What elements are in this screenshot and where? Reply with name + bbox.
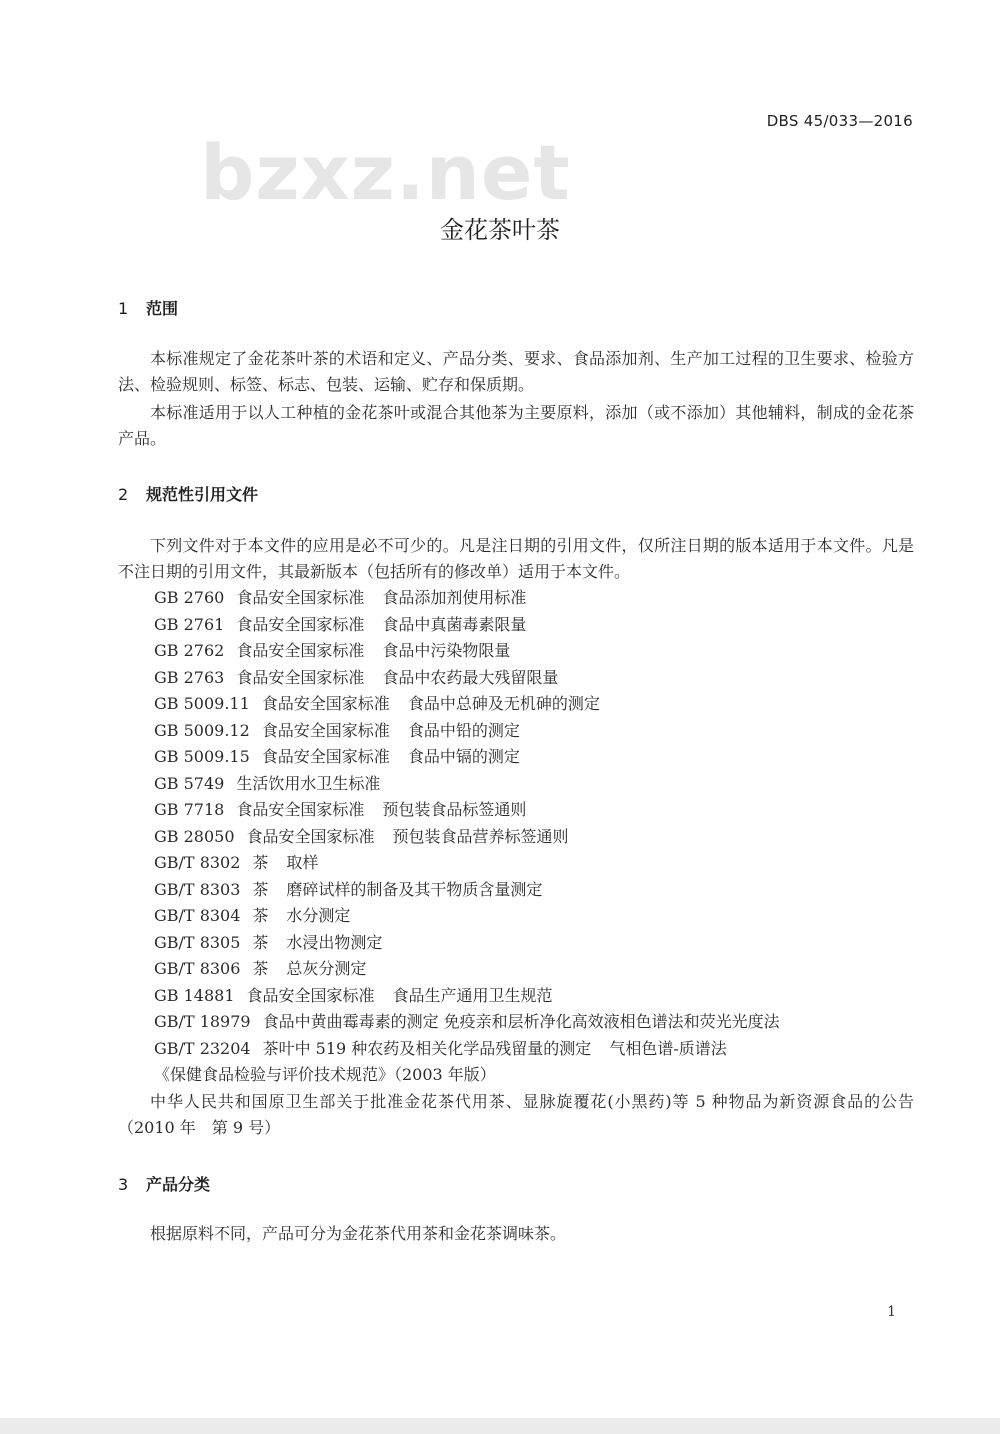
reference-item xyxy=(154,771,798,798)
reference-subtitle: 预包装食品标签通则 xyxy=(382,800,527,819)
reference-subtitle: 食品中真菌毒素限量 xyxy=(382,614,527,634)
reference-code: GB 2762 xyxy=(154,641,225,660)
reference-subtitle: 食品中污染物限量 xyxy=(382,641,511,660)
standard-code: DBS 45/033—2016 xyxy=(766,112,913,130)
reference-code: GB/T 8302 xyxy=(154,853,241,872)
reference-title: 食品安全国家标准 xyxy=(236,800,365,819)
page-title: 金花茶叶茶 xyxy=(440,216,560,244)
reference-subtitle: 预包装食品营养标签通则 xyxy=(392,826,569,846)
reference-code: GB 14881 xyxy=(154,985,235,1005)
reference-item xyxy=(154,638,798,665)
reference-title: 食品安全国家标准 xyxy=(261,747,390,766)
reference-subtitle: 食品生产通用卫生规范 xyxy=(392,985,553,1005)
reference-extra: 《保健食品检验与评价技术规范》（2003 年版） xyxy=(154,1065,496,1084)
reference-title: 食品安全国家标准 xyxy=(236,588,365,607)
reference-subtitle: 食品中总砷及无机砷的测定 xyxy=(407,694,600,713)
reference-item xyxy=(154,612,798,639)
reference-subtitle: 食品中铅的测定 xyxy=(407,720,520,740)
reference-item xyxy=(154,903,798,930)
reference-title: 食品安全国家标准 xyxy=(236,641,365,660)
reference-code: GB/T 8305 xyxy=(154,932,241,952)
reference-item xyxy=(154,824,798,851)
reference-code: GB/T 8304 xyxy=(154,906,241,925)
reference-item xyxy=(154,1036,798,1063)
section-2-title: 规范性引用文件 xyxy=(146,485,259,504)
announcement-reference: 中华人民共和国原卫生部关于批准金花茶代用茶、显脉旋覆花(小黑药)等 5 种物品为新资源食品的公告（2010 年 第 9 号） xyxy=(118,1092,914,1137)
reference-title: 食品中黄曲霉毒素的测定 免疫亲和层析净化高效液相色谱法和荧光光度法 xyxy=(262,1012,780,1031)
reference-subtitle: 取样 xyxy=(286,853,319,872)
reference-title: 茶 xyxy=(252,879,269,899)
section-2-heading xyxy=(118,482,258,505)
section-1-heading xyxy=(118,296,178,319)
reference-subtitle: 气相色谱-质谱法 xyxy=(609,1038,727,1058)
reference-item xyxy=(154,665,798,692)
reference-item xyxy=(154,850,798,877)
page-number: 1 xyxy=(887,1304,896,1320)
section-1-number: 1 xyxy=(118,299,129,318)
viewer-bottom-edge xyxy=(0,1418,1000,1434)
section-1-paragraph-2: 本标准适用于以人工种植的金花茶叶或混合其他茶为主要原料，添加（或不添加）其他辅料，制成的金花茶产品。 xyxy=(118,403,914,448)
reference-subtitle: 水浸出物测定 xyxy=(286,932,383,952)
reference-title: 食品安全国家标准 xyxy=(261,720,390,740)
reference-code: GB 28050 xyxy=(154,826,235,846)
reference-title: 生活饮用水卫生标准 xyxy=(236,773,381,793)
reference-item xyxy=(154,585,798,612)
reference-code: GB 2760 xyxy=(154,588,225,607)
reference-list xyxy=(154,585,798,1089)
section-3-heading xyxy=(118,1172,210,1195)
reference-item xyxy=(154,877,798,904)
reference-title: 食品安全国家标准 xyxy=(246,826,375,846)
reference-item xyxy=(154,1062,798,1089)
reference-subtitle: 食品添加剂使用标准 xyxy=(382,588,527,607)
reference-subtitle: 总灰分测定 xyxy=(286,959,367,978)
section-3-paragraph-1: 根据原料不同，产品可分为金花茶代用茶和金花茶调味茶。 xyxy=(150,1224,567,1243)
reference-code: GB 5009.11 xyxy=(154,694,250,713)
reference-code: GB/T 23204 xyxy=(154,1038,251,1058)
section-2-intro: 下列文件对于本文件的应用是必不可少的。凡是注日期的引用文件，仅所注日期的版本适用于本文件。凡是不注日期的引用文件，其最新版本（包括所有的修改单）适用于本文件。 xyxy=(118,536,914,581)
reference-item xyxy=(154,930,798,957)
reference-title: 茶叶中 519 种农药及相关化学品残留量的测定 xyxy=(262,1038,592,1058)
reference-code: GB/T 8303 xyxy=(154,879,241,899)
reference-code: GB/T 8306 xyxy=(154,959,241,978)
reference-code: GB 2763 xyxy=(154,667,225,687)
reference-subtitle: 水分测定 xyxy=(286,906,351,925)
section-1-title: 范围 xyxy=(146,299,179,318)
section-3-number: 3 xyxy=(118,1175,129,1194)
section-3-title: 产品分类 xyxy=(146,1175,211,1194)
reference-title: 食品安全国家标准 xyxy=(236,614,365,634)
reference-subtitle: 食品中镉的测定 xyxy=(407,747,520,766)
reference-subtitle: 食品中农药最大残留限量 xyxy=(382,667,559,687)
section-1-paragraph-1: 本标准规定了金花茶叶茶的术语和定义、产品分类、要求、食品添加剂、生产加工过程的卫生要求、检验方法、检验规则、标签、标志、包装、运输、贮存和保质期。 xyxy=(118,349,914,394)
reference-title: 食品安全国家标准 xyxy=(236,667,365,687)
reference-item xyxy=(154,983,798,1010)
reference-code: GB 2761 xyxy=(154,614,225,634)
reference-title: 食品安全国家标准 xyxy=(261,694,390,713)
reference-title: 食品安全国家标准 xyxy=(246,985,375,1005)
reference-item xyxy=(154,691,798,718)
reference-code: GB 7718 xyxy=(154,800,225,819)
reference-item xyxy=(154,1009,798,1036)
watermark: bzxz.net xyxy=(200,128,571,217)
reference-code: GB 5009.12 xyxy=(154,720,250,740)
reference-title: 茶 xyxy=(252,959,269,978)
reference-code: GB 5749 xyxy=(154,773,225,793)
reference-item xyxy=(154,718,798,745)
reference-title: 茶 xyxy=(252,932,269,952)
reference-item xyxy=(154,744,798,771)
reference-code: GB 5009.15 xyxy=(154,747,250,766)
reference-title: 茶 xyxy=(252,853,269,872)
reference-subtitle: 磨碎试样的制备及其干物质含量测定 xyxy=(286,879,543,899)
reference-code: GB/T 18979 xyxy=(154,1012,251,1031)
reference-item xyxy=(154,797,798,824)
reference-item xyxy=(154,956,798,983)
section-2-number: 2 xyxy=(118,485,129,504)
reference-title: 茶 xyxy=(252,906,269,925)
